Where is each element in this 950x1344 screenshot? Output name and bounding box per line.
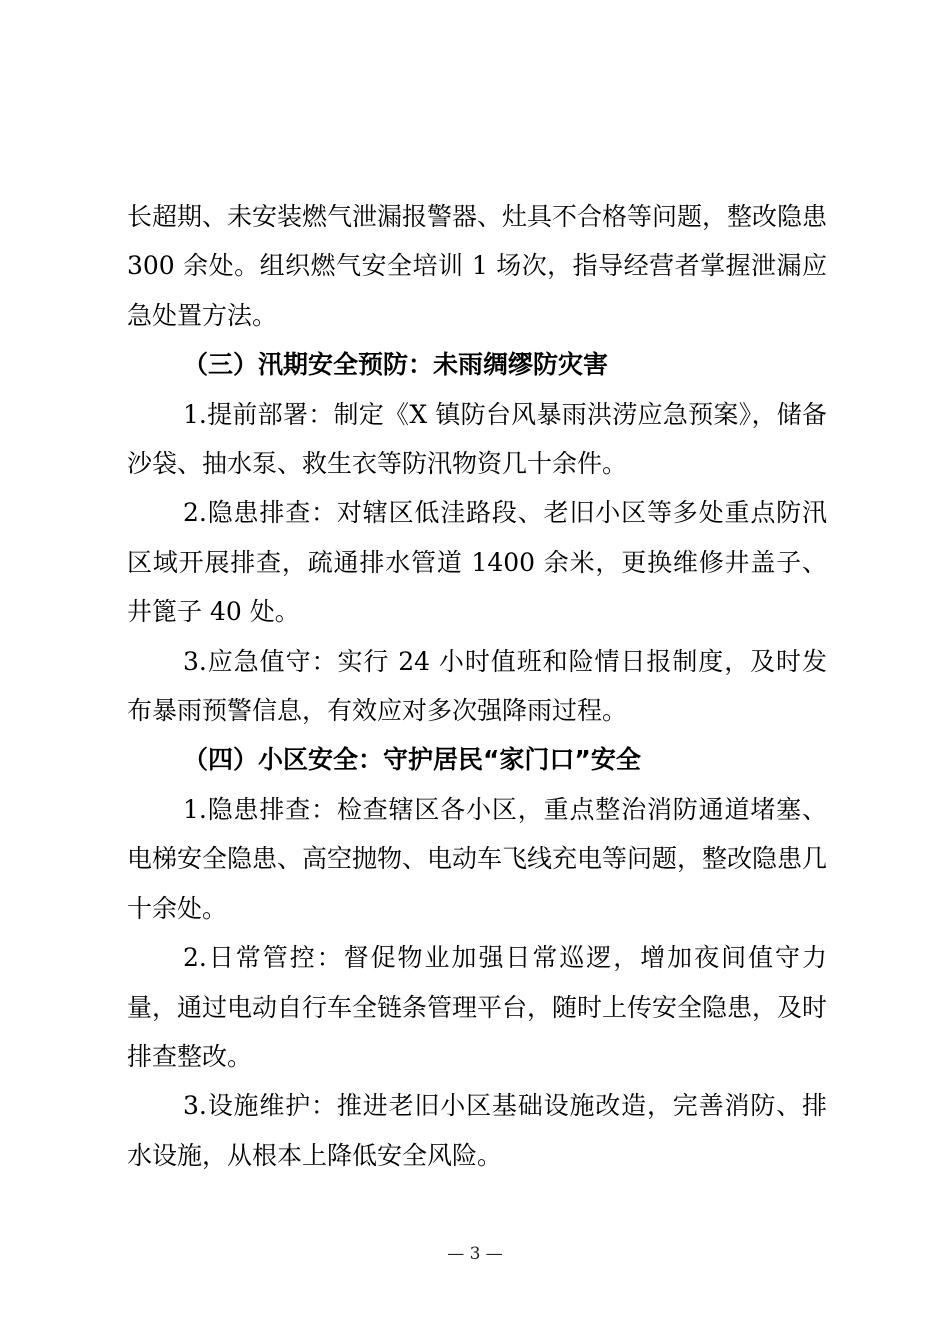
paragraph-advance-deployment: 1.提前部署：制定《X 镇防台风暴雨洪涝应急预案》，储备沙袋、抽水泵、救生衣等防汛物资几十余件。 xyxy=(127,399,827,479)
document-body xyxy=(127,192,827,1180)
paragraph-facility-maintenance: 3.设施维护：推进老旧小区基础设施改造，完善消防、排水设施，从根本上降低安全风险。 xyxy=(127,1091,827,1170)
page-number: — 3 — xyxy=(447,1244,503,1264)
paragraph-daily-control: 2.日常管控：督促物业加强日常巡逻，增加夜间值守力量，通过电动自行车全链条管理平台，随时上传安全隐患，及时排查整改。 xyxy=(127,943,828,1071)
section-heading-community-safety: （四）小区安全：守护居民“家门口”安全 xyxy=(183,745,641,775)
paragraph-flood-hazard-inspection: 2.隐患排查：对辖区低洼路段、老旧小区等多处重点防汛区域开展排查，疏通排水管道 1400 余米，更换维修井盖子、井篦子 40 处。 xyxy=(127,498,827,627)
paragraph-community-hazard-inspection: 1.隐患排查：检查辖区各小区，重点整治消防通道堵塞、电梯安全隐患、高空抛物、电动车飞线充电等问题，整改隐患几十余处。 xyxy=(127,794,828,923)
paragraph-emergency-duty: 3.应急值守：实行 24 小时值班和险情日报制度，及时发布暴雨预警信息，有效应对多次强降雨过程。 xyxy=(127,646,827,726)
section-heading-flood-season: （三）汛期安全预防：未雨绸缪防灾害 xyxy=(183,350,609,380)
paragraph-gas-safety-continued: 长超期、未安装燃气泄漏报警器、灶具不合格等问题，整改隐患 300 余处。组织燃气安全培训 1 场次，指导经营者掌握泄漏应急处置方法。 xyxy=(127,202,828,330)
